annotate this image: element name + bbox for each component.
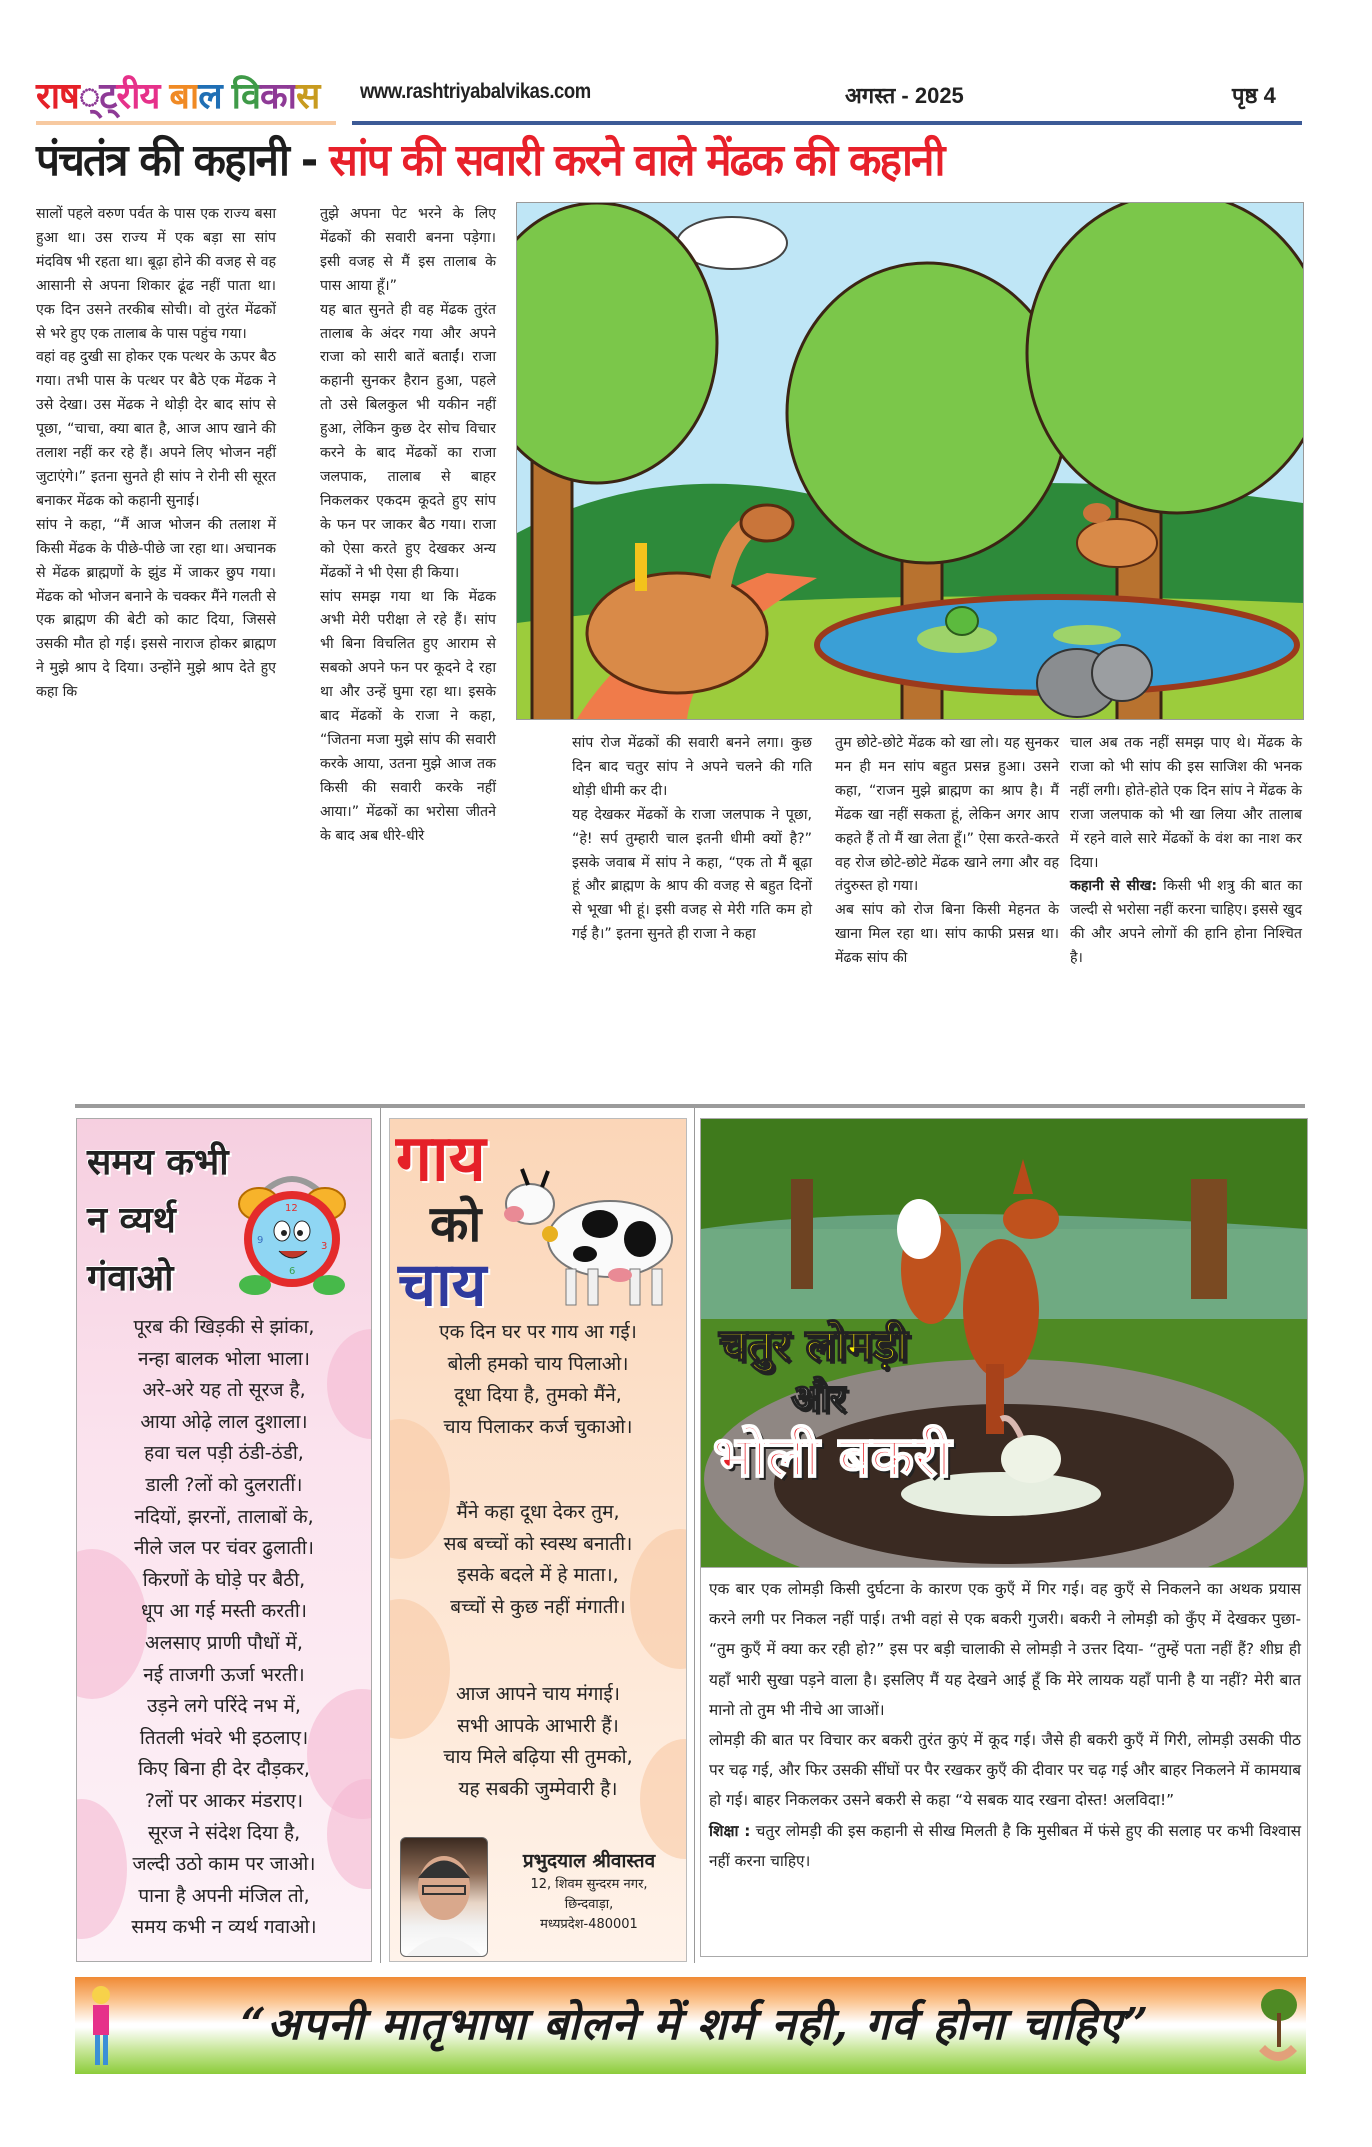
- paragraph: सालों पहले वरुण पर्वत के पास एक राज्य बसा हुआ था। उस राज्य में एक बड़ा सा सांप मंदविष भी रहता था। बूढ़ा होने की वजह से वह आसानी से अपना शिकार ढूंढ नहीं पाता था। एक दिन उसने तरकीब सोची। वो तुरंत मेंढकों से भरे हुए एक तालाब के पास पहुंच गया।: [36, 206, 276, 342]
- paragraph: तुझे अपना पेट भरने के लिए मेंढकों की सवारी बनना पड़ेगा। इसी वजह से मैं इस तालाब के पास आया हूँ।”: [320, 206, 496, 294]
- poem-line: सूरज ने संदेश दिया है,: [147, 1821, 301, 1844]
- author-address-line: छिन्दवाड़ा,: [564, 1897, 614, 1912]
- headline-prefix: पंचतंत्र की कहानी -: [36, 135, 317, 186]
- poem-line: पाना है अपनी मंजिल तो,: [138, 1884, 310, 1907]
- paragraph: सांप ने कहा, “मैं आज भोजन की तलाश में किसी मेंढक के पीछे-पीछे जा रहा था। अचानक से मेंढक ब्राह्मणों के झुंड में जाकर छुप गया। मेंढक को भोजन बनाने के चक्कर मैंने गलती से एक ब्राह्मण की बेटी को काट दिया, जिससे उसकी मौत हो गई। इससे नाराज होकर ब्राह्मण ने मुझे श्राप दे दिया। उन्होंने मुझे श्राप देते हुए कहा कि: [36, 516, 276, 701]
- poem-line: समय कभी न व्यर्थ गवाओ।: [131, 1916, 317, 1939]
- cow-icon: [490, 1159, 680, 1309]
- poem-line: इसके बदले में हे माता।,: [457, 1564, 619, 1587]
- story1-moral: [1070, 875, 1302, 971]
- poem-line: तितली भंवरे भी इठलाए।: [139, 1726, 309, 1749]
- logo-word: [169, 74, 221, 120]
- paragraph: यह देखकर मेंढकों के राजा जलपाक ने पूछा, “हे! सर्प तुम्हारी चाल इतनी धीमी क्यों है?” इसके जवाब में सांप ने कहा, “एक तो मैं बूढ़ा हूं और ब्राह्मण के श्राप की वजह से बहुत दिनों से भूखा भी हूं। इसी वजह से मेरी गति कम हो गई है।” इतना सुनते ही राजा ने कहा: [572, 806, 812, 943]
- poem-line: किए बिना ही देर दौड़कर,: [138, 1758, 310, 1781]
- masthead-logo: [36, 74, 319, 120]
- poem1-lines: [77, 1312, 371, 1944]
- poem-line: सब बच्चों को स्वस्थ बनाती।: [443, 1532, 633, 1555]
- alarm-clock-icon: [227, 1159, 357, 1299]
- slogan-banner: [75, 1977, 1306, 2074]
- author-name: प्रभुदयाल श्रीवास्तव: [522, 1850, 656, 1872]
- logo-letter-group: स: [295, 76, 320, 117]
- poem-line: जल्दी उठो काम पर जाओ।: [132, 1853, 316, 1876]
- poem-line: नई ताजगी ऊर्जा भरती।: [143, 1663, 305, 1686]
- plant-in-hands-icon: [1255, 1987, 1301, 2071]
- story2-image-title-2: और: [791, 1375, 846, 1420]
- moral-text: किसी भी शत्रु की बात का जल्दी से भरोसा नहीं करना चाहिए। इससे खुद की और अपने लोगों की हानि होना निश्चित है।: [1070, 878, 1302, 967]
- poem2-title-word3: चाय: [398, 1250, 487, 1320]
- poem-line: मैंने कहा दूधा देकर तुम,: [456, 1501, 620, 1523]
- moral-label: कहानी से सीख:: [1070, 878, 1157, 895]
- poem-line: सभी आपके आभारी हैं।: [457, 1714, 619, 1737]
- poem-line: नदियों, झरनों, तालाबों के,: [134, 1505, 314, 1528]
- author-address-line: 12, शिवम सुन्दरम नगर,: [530, 1877, 648, 1892]
- author-address-line: मध्यप्रदेश-480001: [540, 1917, 638, 1932]
- poem-line: पूरब की खिड़की से झांका,: [133, 1316, 315, 1338]
- column-divider: [380, 1108, 381, 1963]
- poem-line: नीले जल पर चंवर ढुलाती।: [134, 1537, 314, 1560]
- paragraph: वहां वह दुखी सा होकर एक पत्थर के ऊपर बैठ गया। तभी पास के पत्थर पर बैठे एक मेंढक ने उसे देखा। उस मेंढक ने थोड़ी देर बाद सांप से पूछा, “चाचा, क्या बात है, आज आप खाने की तलाश नहीं कर रहे हैं। अपने लिए भोजन नहीं जुटाएंगे।” इतना सुनते ही सांप ने रोनी सी सूरत बनाकर मेंढक को कहानी सुनाई।: [36, 349, 276, 509]
- poem-line: ?लों पर आकर मंडराए।: [144, 1789, 304, 1812]
- poem2-stanza-3: [390, 1679, 686, 1805]
- story1-column-2: [320, 203, 496, 848]
- story1-column-3: [572, 732, 812, 947]
- paragraph: एक बार एक लोमड़ी किसी दुर्घटना के कारण एक कुएँ में गिर गई। वह कुएँ से निकलने का अथक प्रयास करने लगी पर निकल नहीं पाई। तभी वहां से एक बकरी गुजरी। बकरी ने लोमड़ी को कुँए में देखकर पुछा- “तुम कुएँ में क्या कर रही हो?” इस पर बड़ी चालाकी से लोमड़ी ने उत्तर दिया- “तुम्हें पता नहीं हैं? शीघ्र ही यहाँ भारी सुखा पड़ने वाला है। इसलिए मैं यह देखने आई हूँ कि मेरे लायक यहाँ पानी है या नहीं? मेरी बात मानो तो तुम भी नीचे आ जाओं।: [709, 1580, 1301, 1719]
- illustration-svg: [517, 203, 1303, 719]
- poem-line: नन्हा बालक भोला भाला।: [138, 1347, 310, 1370]
- paragraph: लोमड़ी की बात पर विचार कर बकरी तुरंत कुएं में कूद गई। जैसे ही बकरी कुएँ में गिरी, लोमड़ी उसकी पीठ पर चढ़ गई, और फिर उसकी सींघों पर पैर रखकर कुएँ की दीवार पर चढ़ गई और बाहर निकलने में कामयाब हो गई। बाहर निकलकर उसने बकरी से कहा “ये सबक याद रखना दोस्त! अलविदा!”: [709, 1731, 1301, 1810]
- logo-letter-group: राष: [36, 76, 79, 117]
- snake-frog-pond-illustration: [516, 202, 1304, 720]
- fox-story-box: [700, 1568, 1308, 1957]
- poem-line: दूधा दिया है, तुमको मैंने,: [454, 1384, 622, 1407]
- section-divider: [75, 1104, 1305, 1108]
- poem2-stanza-1: [390, 1317, 686, 1443]
- moral-text: चतुर लोमड़ी की इस कहानी से सीख मिलती है कि मुसीबत में फंसे हुए की सलाह पर कभी विश्वास नहीं करना चाहिए।: [709, 1821, 1301, 1870]
- logo-letter-group: वि: [231, 76, 260, 117]
- slogan-text: “अपनी मातृभाषा बोलने में शर्म नही, गर्व होना चाहिए”: [240, 1999, 1150, 2050]
- story2-image-title-1: चतुर लोमड़ी: [719, 1320, 908, 1371]
- issue-date: अगस्त - 2025: [845, 83, 964, 108]
- poem-box-gaay: [389, 1118, 687, 1962]
- logo-letter-group: का: [259, 76, 296, 117]
- poem-line: बोली हमको चाय पिलाओ।: [447, 1352, 629, 1375]
- fox-goat-illustration: [700, 1118, 1308, 1568]
- page-number: पृष्ठ 4: [1232, 83, 1276, 108]
- clock-number-12: 12: [285, 1203, 298, 1214]
- poem-line: हवा चल पड़ी ठंडी-ठंडी,: [144, 1442, 304, 1465]
- poem2-title-word1: गाय: [396, 1121, 486, 1196]
- author-portrait: [401, 1838, 487, 1956]
- story2-image-title-3: भोली बकरी: [713, 1424, 952, 1490]
- clock-number-6: 6: [289, 1266, 296, 1277]
- logo-letter-group: बा: [169, 76, 199, 117]
- poem-line: आज आपने चाय मंगाई।: [456, 1683, 620, 1705]
- website-url[interactable]: www.rashtriyabalvikas.com: [360, 80, 591, 103]
- author-photo: [400, 1837, 488, 1957]
- poem-line: अरे-अरे यह तो सूरज है,: [142, 1379, 306, 1402]
- poem-line: बच्चों से कुछ नहीं मंगाती।: [450, 1595, 626, 1618]
- logo-underline: [36, 121, 336, 125]
- paragraph: यह बात सुनते ही वह मेंढक तुरंत तालाब के अंदर गया और अपने राजा को सारी बातें बताईं। राजा कहानी सुनकर हैरान हुआ, पहले तो उसे बिलकुल भी यकीन नहीं हुआ, लेकिन कुछ देर सोच विचार करने के बाद मेंढकों का राजा जलपाक, तालाब से बाहर निकलकर एकदम कूदते हुए सांप के फन पर जाकर बैठ गया। राजा को ऐसा करते हुए देखकर अन्य मेंढकों ने भी ऐसा ही किया।: [320, 301, 496, 581]
- story1-column-1: [36, 203, 276, 705]
- paragraph: तुम छोटे-छोटे मेंढक को खा लो। यह सुनकर मन ही मन सांप बहुत प्रसन्न हुआ। उसने कहा, “राजन मुझे ब्राह्मण का श्राप है। मैं मेंढक खा नहीं सकता हूं, लेकिन अगर आप कहते हैं तो मैं खा लेता हूँ।” ऐसा करते-करते वह रोज छोटे-छोटे मेंढक खाने लगा और वह तंदुरुस्त हो गया।: [835, 735, 1059, 895]
- clock-number-9: 9: [257, 1235, 264, 1246]
- poem-line: अलसाए प्राणी पौधों में,: [145, 1631, 303, 1654]
- logo-letter-group: ल: [198, 76, 222, 117]
- fox-story-text: [709, 1574, 1301, 1876]
- poem-line: डाली ?लों को दुलरातीं।: [145, 1473, 303, 1496]
- logo-word: [36, 74, 159, 120]
- girl-figure-icon: [81, 1981, 121, 2071]
- paragraph: सांप रोज मेंढकों की सवारी बनने लगा। कुछ दिन बाद चतुर सांप ने अपने चलने की गति थोड़ी धीमी कर दी।: [572, 735, 812, 799]
- story1-column-4: [835, 732, 1059, 971]
- header-rule: [352, 121, 1302, 125]
- title-line: न व्यर्थ: [87, 1199, 176, 1241]
- logo-letter-group: रीय: [116, 76, 160, 117]
- poem-line: चाय मिले बढ़िया सी तुमको,: [443, 1746, 633, 1769]
- moral-label: शिक्षा :: [709, 1821, 751, 1840]
- poem-line: किरणों के घोड़े पर बैठी,: [142, 1568, 306, 1591]
- title-line: गंवाओ: [87, 1257, 174, 1299]
- poem-line: धूप आ गई मस्ती करती।: [141, 1600, 307, 1623]
- headline-title: सांप की सवारी करने वाले मेंढक की कहानी: [329, 135, 944, 186]
- logo-letter-group: ्ट्: [78, 76, 117, 117]
- paragraph: अब सांप को रोज बिना किसी मेहनत के खाना मिल रहा था। सांप काफी प्रसन्न था। मेंढक सांप की: [835, 902, 1059, 967]
- clock-number-3: 3: [321, 1241, 328, 1252]
- poem2-stanza-2: [390, 1497, 686, 1623]
- poem-line: एक दिन घर पर गाय आ गई।: [439, 1321, 637, 1343]
- paragraph: चाल अब तक नहीं समझ पाए थे। मेंढक के राजा को भी सांप की इस साजिश की भनक नहीं लगी। होते-होते एक दिन सांप ने मेंढक के राजा जलपाक को भी खा लिया और तालाब में रहने वाले सारे मेंढकों के वंश का नाश कर दिया।: [1070, 735, 1302, 871]
- title-line: समय कभी: [87, 1141, 229, 1183]
- poem-line: आया ओढ़े लाल दुशाला।: [140, 1410, 308, 1433]
- poem-box-samay: [76, 1118, 372, 1962]
- poem-line: यह सबकी जुम्मेवारी है।: [458, 1777, 618, 1800]
- page-headline: [36, 128, 1255, 194]
- logo-word: [232, 74, 320, 120]
- poem-line: चाय पिलाकर कर्ज चुकाओ।: [443, 1415, 633, 1438]
- story2-moral: [709, 1816, 1301, 1876]
- poem-line: उड़ने लगे परिंदे नभ में,: [147, 1695, 301, 1718]
- paragraph: सांप समझ गया था कि मेंढक अभी मेरी परीक्षा ले रहे हैं। सांप भी बिना विचलित हुए आराम से सबको अपने फन पर कूदने दे रहा था और उन्हें घुमा रहा था। इसके बाद मेंढकों के राजा ने कहा, “जितना मजा मुझे सांप की सवारी करके आया, उतना मुझे आज तक किसी की सवारी करके नहीं आया।” मेंढकों का भरोसा जीतने के बाद अब धीरे-धीरे: [320, 588, 496, 844]
- frog-icon: [946, 607, 978, 635]
- poem2-title-word2: को: [430, 1194, 482, 1253]
- column-divider: [694, 1108, 695, 1963]
- story1-column-5: [1070, 732, 1302, 971]
